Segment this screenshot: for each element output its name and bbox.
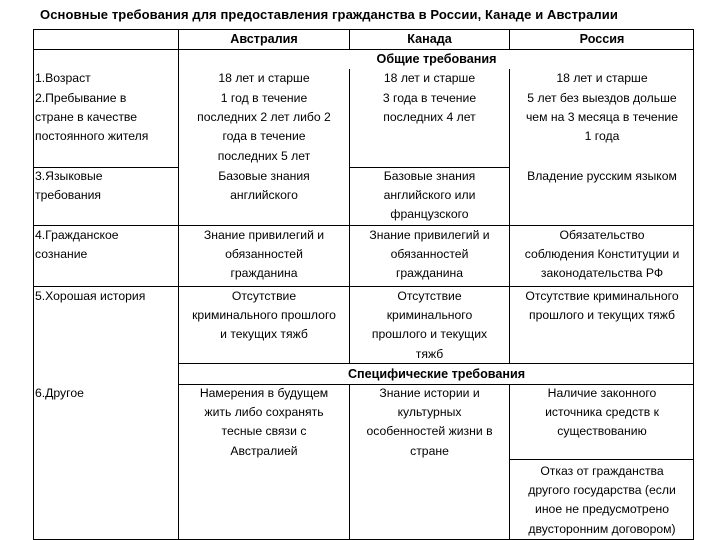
cell-canada-civic: Знание привилегий и обязанностей гражданина (369, 228, 490, 281)
cell-russia-language: Владение русским языком (527, 169, 677, 183)
cell-russia-history: Отсутствие криминального прошлого и текущих тяжб (525, 289, 679, 323)
cell-russia-age: 18 лет и старше (556, 71, 648, 85)
cell-canada-age: 18 лет и старше (383, 71, 476, 85)
row-label-language: 3.Языковые требования (35, 169, 103, 203)
section-specific: Специфические требования (347, 367, 526, 381)
row-label-history: 5.Хорошая история (35, 289, 146, 303)
row-label-other: 6.Другое (35, 386, 84, 400)
requirements-table (33, 29, 694, 540)
cell-canada-other: Знание истории и культурных особенностей жизни в стране (366, 386, 493, 458)
cell-canada-language: Базовые знания английского или французского (383, 169, 476, 222)
cell-australia-civic: Знание привилегий и обязанностей гражданина (203, 228, 325, 281)
cell-australia-other: Намерения в будущем жить либо сохранять тесные связи с Австралией (199, 386, 329, 458)
row-label-civic: 4.Гражданское сознание (35, 228, 119, 262)
cell-canada-history: Отсутствие криминального прошлого и текущих тяжб (371, 289, 488, 361)
cell-russia-civic: Обязательство соблюдения Конституции и законодательства РФ (524, 228, 680, 281)
cell-russia-other-extra: Отказ от гражданства другого государства (если иное не предусмотрено двусторонним договором) (528, 464, 676, 536)
cell-australia-age: 18 лет и старше (218, 71, 310, 85)
cell-australia-history: Отсутствие криминального прошлого и текущих тяжб (192, 289, 336, 342)
page-title: Основные требования для предоставления гражданства в России, Канаде и Австралии (40, 7, 618, 22)
cell-russia-residence: 5 лет без выездов дольше чем на 3 месяца в течение 1 года (525, 91, 679, 144)
header-russia: Россия (579, 32, 625, 46)
row-label-age: 1.Возраст (35, 71, 91, 85)
header-australia: Австралия (230, 32, 298, 46)
header-canada: Канада (407, 32, 452, 46)
section-general: Общие требования (376, 52, 497, 66)
cell-australia-residence: 1 год в течение последних 2 лет либо 2 года в течение последних 5 лет (197, 91, 331, 163)
cell-russia-other: Наличие законного источника средств к существованию (545, 386, 659, 439)
cell-australia-language: Базовые знания английского (218, 169, 310, 203)
row-label-residence: 2.Пребывание в стране в качестве постоянного жителя (35, 91, 149, 144)
cell-canada-residence: 3 года в течение последних 4 лет (382, 91, 477, 125)
